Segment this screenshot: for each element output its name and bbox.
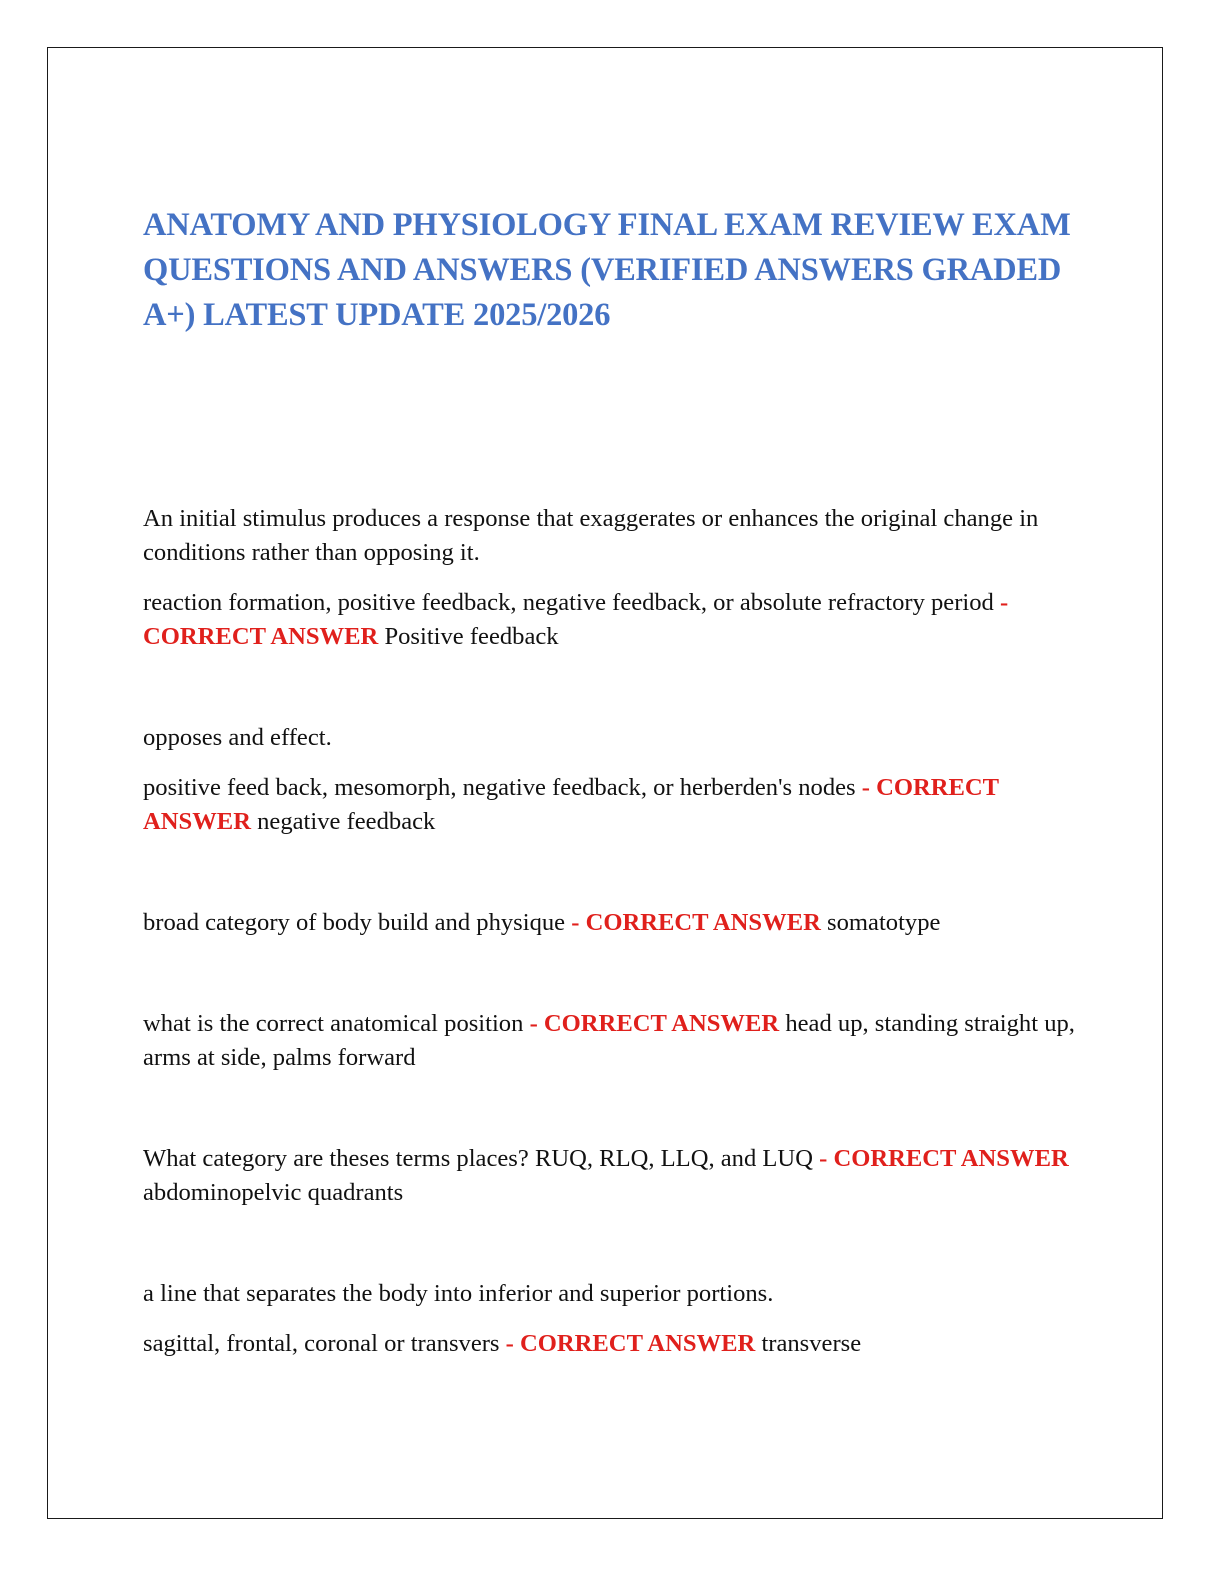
qa-question: positive feed back, mesomorph, negative feedback, or herberden's nodes	[143, 774, 856, 801]
qa-answer: negative feedback	[257, 808, 436, 835]
qa-item	[143, 906, 1083, 940]
qa-answer: head up, standing straight up, arms at side, palms forward	[143, 1010, 1075, 1071]
qa-question-line	[143, 1007, 1083, 1075]
correct-answer-label: - CORRECT ANSWER	[143, 774, 999, 835]
qa-question: reaction formation, positive feedback, negative feedback, or absolute refractory period	[143, 589, 994, 616]
qa-question-line	[143, 906, 1083, 940]
qa-answer: Positive feedback	[384, 623, 559, 650]
document-title: ANATOMY AND PHYSIOLOGY FINAL EXAM REVIEW EXAM QUESTIONS AND ANSWERS (VERIFIED ANSWERS GRADED A+) LATEST UPDATE 2025/2026	[143, 207, 1071, 333]
correct-answer-label: - CORRECT ANSWER	[143, 589, 1009, 650]
correct-answer-label: - CORRECT ANSWER	[571, 909, 821, 936]
qa-item	[143, 1142, 1083, 1210]
qa-prompt: opposes and effect.	[143, 724, 332, 751]
qa-item	[143, 502, 1083, 654]
qa-question: broad category of body build and physique	[143, 909, 566, 936]
qa-question-line	[143, 1142, 1083, 1210]
qa-prompt: An initial stimulus produces a response that exaggerates or enhances the original change in conditions rather than opposing it.	[143, 505, 1039, 566]
qa-answer: transverse	[761, 1330, 862, 1357]
qa-prompt: a line that separates the body into inferior and superior portions.	[143, 1280, 774, 1307]
qa-question: what is the correct anatomical position	[143, 1010, 524, 1037]
qa-question-line	[143, 586, 1083, 654]
qa-item	[143, 721, 1083, 839]
qa-content	[143, 502, 1083, 1428]
qa-question-line	[143, 1327, 1083, 1361]
correct-answer-label: - CORRECT ANSWER	[529, 1010, 780, 1037]
qa-question-line	[143, 771, 1083, 839]
qa-answer: somatotype	[827, 909, 941, 936]
qa-question: What category are theses terms places? RUQ, RLQ, LLQ, and LUQ	[143, 1145, 813, 1172]
qa-question: sagittal, frontal, coronal or transvers	[143, 1330, 500, 1357]
qa-item	[143, 1277, 1083, 1361]
correct-answer-label: - CORRECT ANSWER	[505, 1330, 756, 1357]
correct-answer-label: - CORRECT ANSWER	[819, 1145, 1069, 1172]
qa-answer: abdominopelvic quadrants	[143, 1179, 404, 1206]
qa-item	[143, 1007, 1083, 1075]
